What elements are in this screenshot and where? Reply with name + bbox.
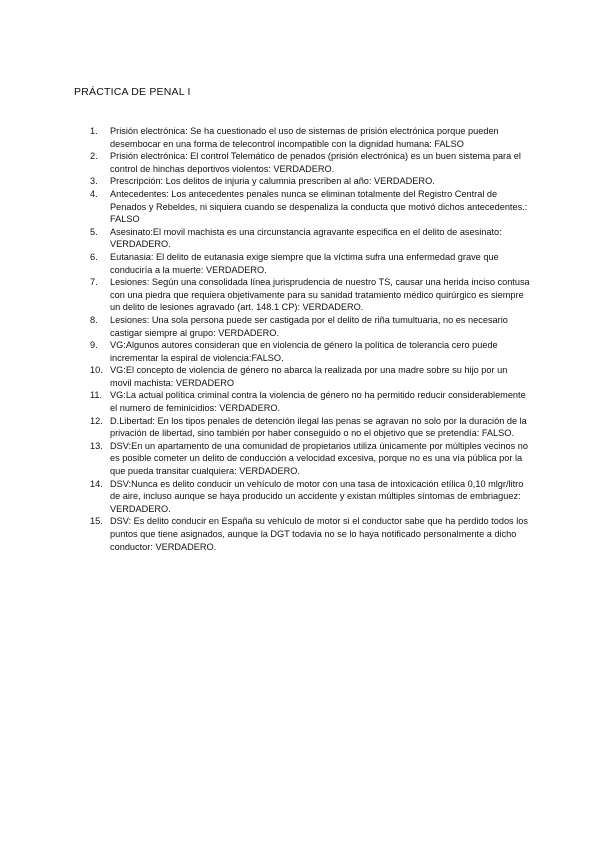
item-number: 4. bbox=[90, 188, 98, 199]
item-text: Lesiones: Según una consolidada línea jurisprudencia de nuestro TS, causar una herida inciso contusa con una piedra que requiera objetivamente para su sanidad tratamiento médico quirúrgico es siempre un delito de lesiones agravado (art. 148.1 CP): VERDADERO. bbox=[110, 277, 530, 313]
item-text: Asesinato:El movil machista es una circunstancia agravante especifica en el delito de asesinato: VERDADERO. bbox=[110, 226, 502, 250]
list-item bbox=[90, 364, 530, 389]
item-number: 14. bbox=[90, 478, 103, 489]
list-item bbox=[90, 150, 530, 175]
item-text: Prescripción: Los delitos de injuria y calumnia prescriben al año: VERDADERO. bbox=[110, 176, 435, 187]
item-number: 7. bbox=[90, 277, 98, 288]
list-item bbox=[90, 251, 530, 276]
item-text: D.Libertad: En los tipos penales de detención ilegal las penas se agravan no solo por la duración de la privación de libertad, sino también por haber conseguido o no el objetivo que se pretendía: FALSO. bbox=[110, 415, 527, 439]
item-text: VG:El concepto de violencia de género no abarca la realizada por una madre sobre su hijo por un movil machista: VERDADERO bbox=[110, 365, 508, 388]
item-number: 6. bbox=[90, 251, 98, 262]
list-item bbox=[90, 188, 530, 226]
item-number: 3. bbox=[90, 176, 98, 187]
list-item bbox=[90, 175, 530, 188]
item-number: 9. bbox=[90, 340, 98, 351]
item-number: 1. bbox=[90, 126, 98, 136]
item-text: Antecedentes: Los antecedentes penales nunca se eliminan totalmente del Registro Central de Penados y Rebeldes, ni siquiera cuando se despenaliza la conducta que motivó dichos antecedentes.: FALSO bbox=[110, 188, 528, 225]
list-item bbox=[90, 389, 530, 414]
item-text: Eutanasia: El delito de eutanasia exige siempre que la víctima sufra una enfermedad grave que conduciría a la muerte: VERDADERO. bbox=[110, 251, 499, 275]
list-item bbox=[90, 276, 530, 314]
item-number: 5. bbox=[90, 226, 98, 237]
item-text: VG:Algunos autores consideran que en violencia de género la política de tolerancia cero puede incrementar la espiral de violencia:FALSO. bbox=[110, 340, 498, 363]
item-text: Prisión electrónica: Se ha cuestionado el uso de sistemas de prisión electrónica porque pueden desembocar en una forma de telecontrol incompatible con la dignidad humana: FALSO bbox=[110, 126, 499, 149]
item-text: DSV: Es delito conducir en España su vehículo de motor si el conductor sabe que ha perdido todos los puntos que tiene asignados, aunque la DGT todavia no se lo haya notificado personalmente a dicho conductor: VERDADERO. bbox=[110, 516, 528, 552]
item-number: 11. bbox=[90, 390, 103, 401]
document-title: PRÁCTICA DE PENAL I bbox=[74, 86, 191, 98]
list-item bbox=[90, 339, 530, 364]
item-text: Prisión electrónica: El control Telemático de penados (prisión electrónica) es un buen sistema para el control de hinchas deportivos violentos: VERDADERO. bbox=[110, 151, 521, 174]
list-item bbox=[90, 415, 530, 440]
item-text: DSV:En un apartamento de una comunidad de propietarios utiliza únicamente por múltiples vecinos no es posible cometer un delito de conducción a velocidad excesiva, porque no es una vía pública por la que pueda transitar cualquiera: VERDADERO. bbox=[110, 440, 528, 477]
item-number: 15. bbox=[90, 516, 103, 527]
list-item bbox=[90, 314, 530, 339]
list-item bbox=[90, 125, 530, 150]
list-item bbox=[90, 515, 530, 553]
item-number: 2. bbox=[90, 151, 98, 162]
question-list bbox=[90, 125, 530, 553]
list-item bbox=[90, 478, 530, 516]
item-number: 12. bbox=[90, 415, 103, 426]
item-text: VG:La actual política criminal contra la violencia de género no ha permitido reducir considerablemente el numero de feminicidios: VERDADERO. bbox=[110, 390, 526, 414]
item-number: 13. bbox=[90, 440, 103, 451]
list-item bbox=[90, 440, 530, 478]
item-text: Lesiones: Una sola persona puede ser castigada por el delito de riña tumultuaria, no es necesario castigar siempre al grupo: VERDADERO. bbox=[110, 314, 508, 338]
item-number: 10. bbox=[90, 365, 103, 376]
list-item bbox=[90, 226, 530, 251]
item-text: DSV:Nunca es delito conducir un vehículo de motor con una tasa de intoxicación etílica 0,10 mlgr/litro de aire, incluso aunque se haya producido un accidente y existan múltiples síntomas de embriaguez: VERDADERO. bbox=[110, 478, 524, 514]
item-number: 8. bbox=[90, 314, 98, 325]
